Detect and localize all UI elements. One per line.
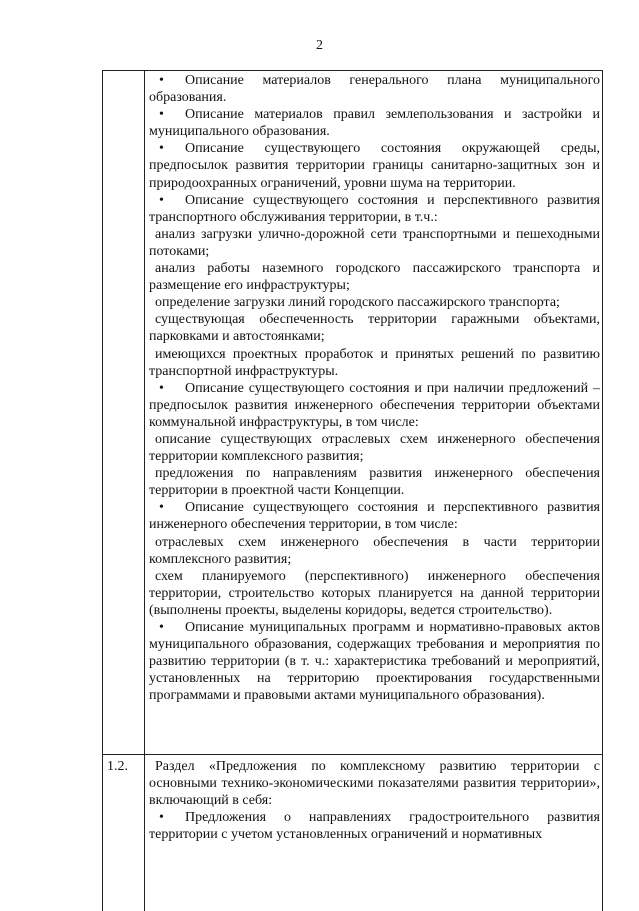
bullet-icon: • bbox=[159, 380, 164, 396]
bullet-icon: • bbox=[159, 500, 164, 516]
sub-item: имеющихся проектных проработок и принятых решений по развитию транспортной инфраструктуры. bbox=[149, 346, 600, 379]
sub-item: предложения по направлениям развития инженерного обеспечения территории в проектной части Концепции. bbox=[149, 466, 600, 499]
content-table bbox=[102, 70, 603, 911]
list-item: • Описание существующего состояния окружающей среды, предпосылок развития территории границы санитарно-защитных зон и природоохранных ограничений, уровни шума на территории. bbox=[149, 141, 600, 191]
section-heading: Раздел «Предложения по комплексному развитию территории с основными технико-экономическими показателями развития территории», включающий в себя: bbox=[149, 759, 600, 809]
list-item: • Описание материалов генерального плана муниципального образования. bbox=[149, 73, 600, 106]
bullet-icon: • bbox=[159, 107, 164, 123]
list-item: • Описание муниципальных программ и нормативно-правовых актов муниципального образования, содержащих требования и мероприятия по развитию территории (в т. ч.: характеристика требований и мероприятий, установленных на территорию проектирования государственными программами и правовыми актами муниципального образования). bbox=[149, 620, 600, 704]
sub-item: существующая обеспеченность территории гаражными объектами, парковками и автостоянками; bbox=[149, 312, 600, 345]
list-item: • Описание существующего состояния и перспективного развития инженерного обеспечения территории, в том числе: bbox=[149, 500, 600, 533]
list-item: • Описание материалов правил землепользования и застройки и муниципального образования. bbox=[149, 107, 600, 140]
page-number: 2 bbox=[316, 38, 323, 53]
list-item: • Описание существующего состояния и перспективного развития транспортного обслуживания территории, в т.ч.: bbox=[149, 192, 600, 225]
row-2-content bbox=[149, 758, 600, 843]
number-column bbox=[103, 71, 145, 911]
bullet-icon: • bbox=[159, 73, 164, 88]
bullet-icon: • bbox=[159, 192, 164, 208]
sub-item: анализ загрузки улично-дорожной сети транспортными и пешеходными потоками; bbox=[149, 226, 600, 259]
sub-item: определение загрузки линий городского пассажирского транспорта; bbox=[155, 295, 560, 311]
list-item: • Предложения о направлениях градостроительного развития территории с учетом установленных ограничений и нормативных bbox=[149, 810, 600, 843]
bullet-icon: • bbox=[159, 620, 164, 635]
row-1-content bbox=[149, 72, 600, 704]
sub-item: схем планируемого (перспективного) инженерного обеспечения территории, строительство которых планируется на данной территории (выполнены проекты, выделены коридоры, ведется строительство). bbox=[149, 568, 600, 618]
sub-item: отраслевых схем инженерного обеспечения в части территории комплексного развития; bbox=[149, 534, 600, 567]
list-item: • Описание существующего состояния и при наличии предложений – предпосылок развития инженерного обеспечения территории объектами коммунальной инфраструктуры, в том числе: bbox=[149, 380, 600, 430]
sub-item: описание существующих отраслевых схем инженерного обеспечения территории комплексного развития; bbox=[149, 431, 600, 465]
sub-item: анализ работы наземного городского пассажирского транспорта и размещение его инфраструктуры; bbox=[149, 261, 600, 294]
bullet-icon: • bbox=[159, 810, 164, 826]
bullet-icon: • bbox=[159, 141, 164, 157]
row-number: 1.2. bbox=[107, 759, 128, 774]
row-divider bbox=[103, 754, 603, 755]
